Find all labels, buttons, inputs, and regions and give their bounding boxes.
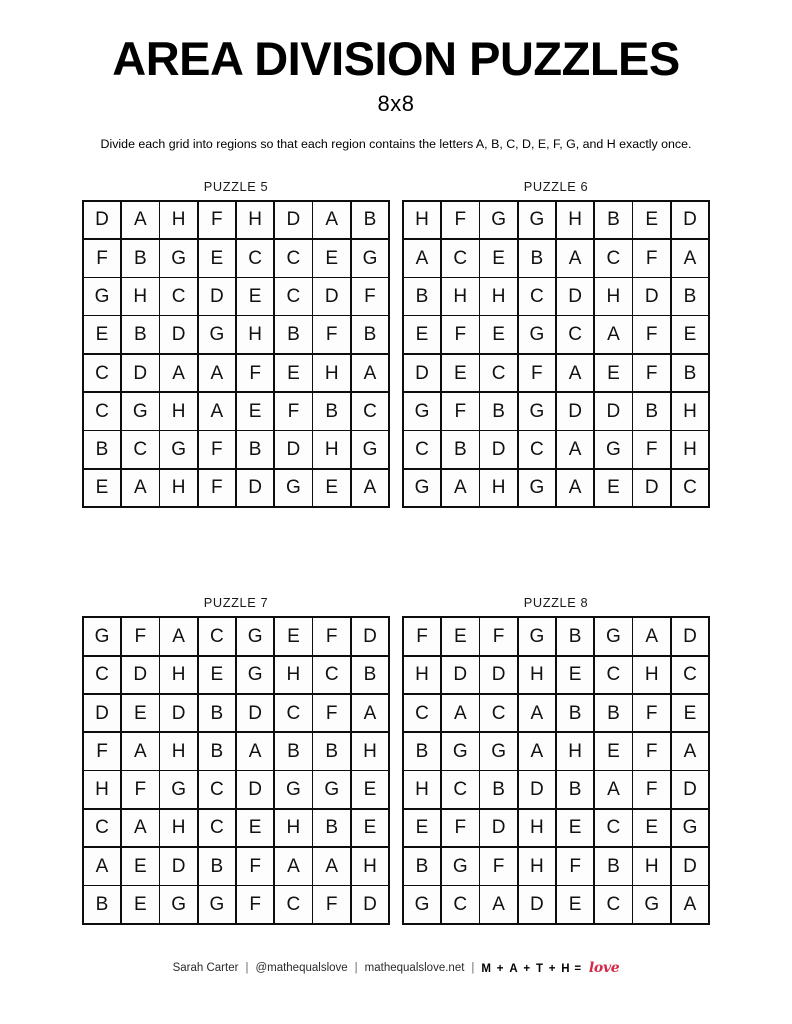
grid-cell[interactable]: C — [480, 695, 517, 732]
grid-cell[interactable]: B — [404, 848, 441, 885]
grid-cell[interactable]: A — [595, 316, 632, 353]
grid-cell[interactable]: C — [199, 810, 236, 847]
grid-cell[interactable]: C — [442, 771, 479, 808]
puzzle-label-5: PUZZLE 5 — [203, 178, 269, 194]
grid-cell[interactable]: A — [672, 240, 709, 277]
grid-cell[interactable]: D — [313, 278, 350, 315]
grid-cell[interactable]: F — [633, 695, 670, 732]
grid-cell[interactable]: E — [352, 771, 389, 808]
grid-cell[interactable]: H — [442, 278, 479, 315]
logo-letter-a: A — [509, 963, 519, 975]
grid-cell[interactable]: H — [313, 431, 350, 468]
grid-cell[interactable]: E — [595, 355, 632, 392]
grid-cell[interactable]: G — [404, 470, 441, 507]
grid-cell[interactable]: B — [122, 316, 159, 353]
footer-separator-3: | — [471, 962, 475, 974]
grid-cell[interactable]: B — [352, 202, 389, 239]
grid-cell[interactable]: E — [237, 393, 274, 430]
grid-cell[interactable]: B — [313, 393, 350, 430]
grid-cell[interactable]: G — [519, 393, 556, 430]
puzzle-grid-5[interactable] — [82, 200, 391, 509]
grid-cell[interactable]: H — [672, 393, 709, 430]
grid-cell[interactable]: G — [595, 431, 632, 468]
grid-cell[interactable]: C — [84, 393, 121, 430]
grid-cell[interactable]: A — [442, 470, 479, 507]
grid-cell[interactable]: G — [352, 431, 389, 468]
grid-cell[interactable]: A — [404, 240, 441, 277]
grid-cell[interactable]: H — [672, 431, 709, 468]
grid-cell[interactable]: H — [519, 810, 556, 847]
grid-cell[interactable]: C — [199, 771, 236, 808]
grid-cell[interactable]: G — [160, 771, 197, 808]
puzzle-row-bottom — [88, 595, 704, 925]
grid-cell[interactable]: H — [595, 278, 632, 315]
grid-cell[interactable]: H — [313, 355, 350, 392]
grid-cell[interactable]: F — [199, 202, 236, 239]
grid-cell[interactable]: F — [480, 848, 517, 885]
grid-cell[interactable]: B — [672, 355, 709, 392]
grid-cell[interactable]: D — [84, 202, 121, 239]
grid-cell[interactable]: D — [275, 431, 312, 468]
grid-cell[interactable]: G — [160, 886, 197, 923]
math-equals-love-logo — [481, 960, 619, 976]
grid-cell[interactable]: G — [84, 618, 121, 655]
grid-cell[interactable]: G — [595, 618, 632, 655]
grid-cell[interactable]: D — [352, 886, 389, 923]
grid-cell[interactable]: A — [519, 695, 556, 732]
page-title: AREA DIVISION PUZZLES — [112, 32, 680, 85]
logo-equals-icon: = — [570, 963, 586, 975]
grid-cell[interactable]: C — [404, 695, 441, 732]
grid-cell[interactable]: D — [160, 316, 197, 353]
grid-cell[interactable]: F — [237, 848, 274, 885]
grid-cell[interactable]: E — [352, 810, 389, 847]
logo-plus-icon: + — [519, 963, 535, 975]
grid-cell[interactable]: D — [480, 657, 517, 694]
grid-cell[interactable]: H — [160, 393, 197, 430]
grid-cell[interactable]: B — [84, 431, 121, 468]
grid-cell[interactable]: A — [160, 355, 197, 392]
grid-cell[interactable]: G — [352, 240, 389, 277]
grid-cell[interactable]: A — [352, 355, 389, 392]
grid-cell[interactable]: F — [237, 355, 274, 392]
grid-cell[interactable]: G — [160, 240, 197, 277]
grid-cell[interactable]: C — [404, 431, 441, 468]
grid-cell[interactable]: D — [275, 202, 312, 239]
puzzle-grid-6[interactable] — [402, 200, 711, 509]
page-subtitle: 8x8 — [377, 91, 415, 117]
grid-cell[interactable]: F — [557, 848, 594, 885]
grid-cell[interactable]: H — [84, 771, 121, 808]
grid-cell[interactable]: A — [519, 733, 556, 770]
grid-cell[interactable]: A — [122, 733, 159, 770]
grid-cell[interactable]: A — [672, 733, 709, 770]
grid-cell[interactable]: H — [519, 657, 556, 694]
grid-cell[interactable]: E — [442, 355, 479, 392]
grid-cell[interactable]: E — [442, 618, 479, 655]
grid-cell[interactable]: A — [480, 886, 517, 923]
grid-cell[interactable]: F — [313, 316, 350, 353]
grid-cell[interactable]: H — [160, 733, 197, 770]
grid-cell[interactable]: F — [480, 618, 517, 655]
grid-cell[interactable]: B — [352, 316, 389, 353]
grid-cell[interactable]: D — [442, 657, 479, 694]
footer-handle: @mathequalslove — [255, 962, 348, 974]
grid-cell[interactable]: F — [122, 771, 159, 808]
grid-cell[interactable]: C — [442, 240, 479, 277]
grid-cell[interactable]: D — [84, 695, 121, 732]
logo-plus-icon: + — [492, 963, 509, 975]
grid-cell[interactable]: C — [519, 278, 556, 315]
grid-cell[interactable]: B — [275, 316, 312, 353]
grid-cell[interactable]: G — [519, 470, 556, 507]
grid-cell[interactable]: D — [404, 355, 441, 392]
grid-cell[interactable]: D — [633, 470, 670, 507]
grid-cell[interactable]: H — [160, 657, 197, 694]
grid-cell[interactable]: C — [672, 657, 709, 694]
grid-cell[interactable]: C — [275, 240, 312, 277]
footer-website[interactable]: mathequalslove.net — [364, 962, 465, 974]
grid-cell[interactable]: G — [633, 886, 670, 923]
grid-cell[interactable]: D — [237, 470, 274, 507]
grid-cell[interactable]: C — [275, 278, 312, 315]
grid-cell[interactable]: E — [557, 810, 594, 847]
grid-cell[interactable]: B — [480, 771, 517, 808]
grid-cell[interactable]: G — [404, 886, 441, 923]
grid-cell[interactable]: D — [557, 278, 594, 315]
grid-cell[interactable]: E — [633, 810, 670, 847]
grid-cell[interactable]: B — [404, 733, 441, 770]
grid-cell[interactable]: F — [275, 393, 312, 430]
grid-cell[interactable]: C — [519, 431, 556, 468]
grid-cell[interactable]: C — [84, 810, 121, 847]
grid-cell[interactable]: E — [595, 470, 632, 507]
grid-cell[interactable]: E — [672, 695, 709, 732]
grid-cell[interactable]: H — [275, 657, 312, 694]
grid-cell[interactable]: A — [557, 470, 594, 507]
grid-cell[interactable]: D — [237, 695, 274, 732]
grid-cell[interactable]: B — [313, 733, 350, 770]
footer-author: Sarah Carter — [172, 962, 239, 974]
grid-cell[interactable]: D — [480, 810, 517, 847]
grid-cell[interactable]: H — [122, 278, 159, 315]
grid-cell[interactable]: A — [237, 733, 274, 770]
grid-cell[interactable]: B — [199, 848, 236, 885]
grid-cell[interactable]: B — [519, 240, 556, 277]
grid-cell[interactable]: A — [557, 240, 594, 277]
grid-cell[interactable]: B — [404, 278, 441, 315]
grid-cell[interactable]: A — [313, 202, 350, 239]
grid-cell[interactable]: D — [480, 431, 517, 468]
grid-cell[interactable]: G — [275, 771, 312, 808]
grid-cell[interactable]: D — [519, 771, 556, 808]
grid-cell[interactable]: E — [237, 810, 274, 847]
grid-cell[interactable]: F — [633, 733, 670, 770]
grid-cell[interactable]: D — [672, 848, 709, 885]
grid-cell[interactable]: E — [275, 355, 312, 392]
logo-letter-m: M — [481, 963, 492, 975]
grid-cell[interactable]: A — [557, 431, 594, 468]
grid-cell[interactable]: E — [633, 202, 670, 239]
grid-cell[interactable]: H — [160, 202, 197, 239]
grid-cell[interactable]: F — [122, 618, 159, 655]
grid-cell[interactable]: D — [237, 771, 274, 808]
logo-letter-h: H — [561, 963, 571, 975]
grid-cell[interactable]: B — [595, 695, 632, 732]
grid-cell[interactable]: F — [84, 733, 121, 770]
grid-cell[interactable]: G — [122, 393, 159, 430]
grid-cell[interactable]: D — [122, 355, 159, 392]
grid-cell[interactable]: D — [160, 848, 197, 885]
grid-cell[interactable]: G — [672, 810, 709, 847]
grid-cell[interactable]: G — [275, 470, 312, 507]
puzzle-label-6: PUZZLE 6 — [523, 178, 589, 194]
grid-cell[interactable]: E — [404, 810, 441, 847]
grid-cell[interactable]: C — [595, 886, 632, 923]
logo-plus-icon: + — [544, 963, 561, 975]
grid-cell[interactable]: D — [199, 278, 236, 315]
grid-cell[interactable]: F — [84, 240, 121, 277]
grid-cell[interactable]: B — [595, 202, 632, 239]
grid-cell[interactable]: F — [313, 886, 350, 923]
grid-cell[interactable]: B — [480, 393, 517, 430]
grid-cell[interactable]: E — [595, 733, 632, 770]
puzzle-block-5 — [88, 179, 384, 509]
puzzle-block-7 — [88, 595, 384, 925]
grid-cell[interactable]: G — [519, 316, 556, 353]
grid-cell[interactable]: H — [480, 470, 517, 507]
grid-cell[interactable]: C — [275, 886, 312, 923]
grid-cell[interactable]: F — [199, 431, 236, 468]
grid-cell[interactable]: G — [519, 202, 556, 239]
grid-cell[interactable]: B — [237, 431, 274, 468]
grid-cell[interactable]: C — [595, 810, 632, 847]
grid-cell[interactable]: A — [275, 848, 312, 885]
grid-cell[interactable]: D — [557, 393, 594, 430]
grid-cell[interactable]: G — [237, 657, 274, 694]
grid-cell[interactable]: F — [313, 618, 350, 655]
grid-cell[interactable]: B — [557, 771, 594, 808]
grid-cell[interactable]: B — [442, 431, 479, 468]
grid-cell[interactable]: E — [480, 240, 517, 277]
grid-cell[interactable]: D — [672, 771, 709, 808]
grid-cell[interactable]: F — [633, 355, 670, 392]
grid-cell[interactable]: H — [352, 733, 389, 770]
grid-cell[interactable]: B — [275, 733, 312, 770]
grid-cell[interactable]: G — [313, 771, 350, 808]
grid-cell[interactable]: C — [672, 470, 709, 507]
grid-cell[interactable]: E — [122, 848, 159, 885]
logo-letter-t: T — [535, 963, 544, 975]
grid-cell[interactable]: H — [404, 657, 441, 694]
grid-cell[interactable]: B — [557, 695, 594, 732]
grid-cell[interactable]: E — [84, 316, 121, 353]
grid-cell[interactable]: G — [84, 278, 121, 315]
grid-cell[interactable]: B — [595, 848, 632, 885]
grid-cell[interactable]: A — [595, 771, 632, 808]
grid-cell[interactable]: H — [352, 848, 389, 885]
grid-cell[interactable]: A — [122, 202, 159, 239]
grid-cell[interactable]: C — [237, 240, 274, 277]
grid-cell[interactable]: A — [160, 618, 197, 655]
grid-cell[interactable]: C — [84, 355, 121, 392]
grid-cell[interactable]: C — [160, 278, 197, 315]
grid-cell[interactable]: A — [442, 695, 479, 732]
grid-cell[interactable]: E — [672, 316, 709, 353]
grid-cell[interactable]: F — [404, 618, 441, 655]
grid-cell[interactable]: C — [352, 393, 389, 430]
grid-cell[interactable]: A — [313, 848, 350, 885]
grid-cell[interactable]: F — [442, 393, 479, 430]
grid-cell[interactable]: F — [352, 278, 389, 315]
grid-cell[interactable]: H — [404, 202, 441, 239]
grid-cell[interactable]: D — [352, 618, 389, 655]
grid-cell[interactable]: D — [595, 393, 632, 430]
grid-cell[interactable]: H — [633, 657, 670, 694]
grid-cell[interactable]: E — [122, 886, 159, 923]
grid-cell[interactable]: B — [122, 240, 159, 277]
grid-cell[interactable]: D — [672, 202, 709, 239]
grid-cell[interactable]: F — [633, 240, 670, 277]
puzzle-block-6 — [408, 179, 704, 509]
grid-cell[interactable]: B — [352, 657, 389, 694]
instructions-text: Divide each grid into regions so that each region contains the letters A, B, C, D, E, F, G, and H exactly once. — [100, 137, 692, 152]
page-footer — [0, 960, 792, 976]
grid-cell[interactable]: F — [633, 431, 670, 468]
grid-cell[interactable]: E — [480, 316, 517, 353]
grid-cell[interactable]: E — [122, 695, 159, 732]
grid-cell[interactable]: H — [160, 810, 197, 847]
grid-cell[interactable]: H — [557, 733, 594, 770]
grid-cell[interactable]: A — [352, 695, 389, 732]
grid-cell[interactable]: G — [480, 733, 517, 770]
logo-love-script: love — [588, 960, 620, 976]
grid-cell[interactable]: D — [122, 657, 159, 694]
grid-cell[interactable]: E — [313, 240, 350, 277]
grid-cell[interactable]: G — [480, 202, 517, 239]
grid-cell[interactable]: D — [633, 278, 670, 315]
grid-cell[interactable]: C — [84, 657, 121, 694]
grid-cell[interactable]: G — [442, 733, 479, 770]
grid-cell[interactable]: F — [199, 470, 236, 507]
grid-cell[interactable]: F — [237, 886, 274, 923]
grid-cell[interactable]: F — [633, 316, 670, 353]
grid-cell[interactable]: F — [442, 202, 479, 239]
grid-cell[interactable]: E — [313, 470, 350, 507]
grid-cell[interactable]: H — [237, 202, 274, 239]
grid-cell[interactable]: A — [633, 618, 670, 655]
page-header — [0, 0, 792, 155]
grid-cell[interactable]: F — [633, 771, 670, 808]
puzzle-label-7: PUZZLE 7 — [203, 595, 269, 611]
grid-cell[interactable]: E — [404, 316, 441, 353]
grid-cell[interactable]: C — [122, 431, 159, 468]
grid-cell[interactable]: H — [480, 278, 517, 315]
grid-cell[interactable]: A — [122, 470, 159, 507]
grid-cell[interactable]: C — [199, 618, 236, 655]
grid-cell[interactable]: F — [519, 355, 556, 392]
grid-cell[interactable]: G — [404, 393, 441, 430]
grid-cell[interactable]: E — [557, 657, 594, 694]
grid-cell[interactable]: E — [199, 240, 236, 277]
grid-cell[interactable]: B — [199, 695, 236, 732]
grid-cell[interactable]: A — [199, 393, 236, 430]
grid-cell[interactable]: A — [352, 470, 389, 507]
grid-cell[interactable]: C — [595, 240, 632, 277]
grid-cell[interactable]: E — [199, 657, 236, 694]
grid-cell[interactable]: A — [672, 886, 709, 923]
grid-cell[interactable]: G — [199, 316, 236, 353]
grid-cell[interactable]: H — [275, 810, 312, 847]
puzzle-grid-7[interactable] — [82, 616, 391, 925]
grid-cell[interactable]: D — [672, 618, 709, 655]
grid-cell[interactable]: A — [557, 355, 594, 392]
grid-cell[interactable]: C — [595, 657, 632, 694]
grid-cell[interactable]: A — [122, 810, 159, 847]
puzzle-row-top — [88, 179, 704, 509]
grid-cell[interactable]: B — [633, 393, 670, 430]
grid-cell[interactable]: D — [519, 886, 556, 923]
footer-separator-2: | — [354, 962, 358, 974]
grid-cell[interactable]: H — [404, 771, 441, 808]
puzzle-label-8: PUZZLE 8 — [523, 595, 589, 611]
grid-cell[interactable]: H — [160, 470, 197, 507]
footer-separator-1: | — [245, 962, 249, 974]
puzzle-block-8 — [408, 595, 704, 925]
grid-cell[interactable]: B — [199, 733, 236, 770]
grid-cell[interactable]: H — [557, 202, 594, 239]
grid-cell[interactable]: E — [237, 278, 274, 315]
grid-cell[interactable]: G — [442, 848, 479, 885]
grid-cell[interactable]: B — [313, 810, 350, 847]
grid-cell[interactable]: H — [633, 848, 670, 885]
grid-cell[interactable]: B — [84, 886, 121, 923]
grid-cell[interactable]: C — [557, 316, 594, 353]
grid-cell[interactable]: B — [672, 278, 709, 315]
grid-cell[interactable]: F — [442, 316, 479, 353]
grid-cell[interactable]: C — [275, 695, 312, 732]
grid-cell[interactable]: H — [519, 848, 556, 885]
grid-cell[interactable]: A — [199, 355, 236, 392]
grid-cell[interactable]: F — [442, 810, 479, 847]
grid-cell[interactable]: C — [442, 886, 479, 923]
grid-cell[interactable]: C — [313, 657, 350, 694]
grid-cell[interactable]: H — [237, 316, 274, 353]
grid-cell[interactable]: F — [313, 695, 350, 732]
grid-cell[interactable]: D — [160, 695, 197, 732]
puzzle-area — [0, 179, 792, 925]
grid-cell[interactable]: E — [84, 470, 121, 507]
grid-cell[interactable]: E — [557, 886, 594, 923]
grid-cell[interactable]: E — [275, 618, 312, 655]
grid-cell[interactable]: A — [84, 848, 121, 885]
grid-cell[interactable]: G — [160, 431, 197, 468]
puzzle-grid-8[interactable] — [402, 616, 711, 925]
grid-cell[interactable]: B — [557, 618, 594, 655]
grid-cell[interactable]: G — [519, 618, 556, 655]
grid-cell[interactable]: C — [480, 355, 517, 392]
grid-cell[interactable]: G — [199, 886, 236, 923]
grid-cell[interactable]: G — [237, 618, 274, 655]
